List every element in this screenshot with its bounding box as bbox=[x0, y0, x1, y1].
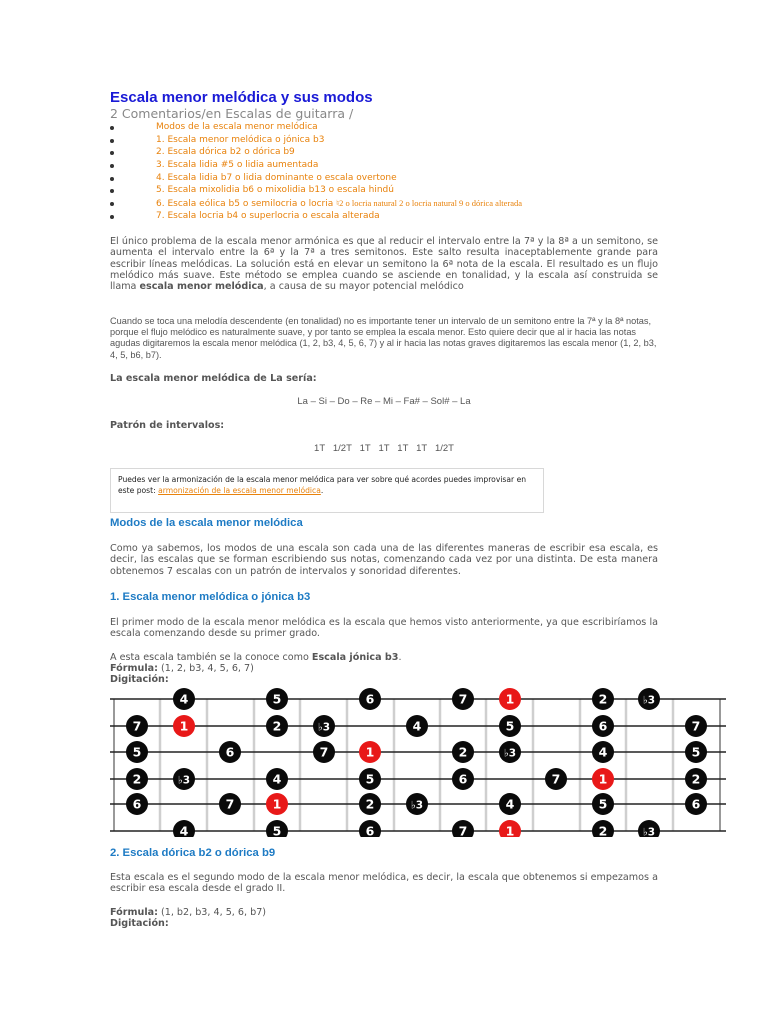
note-dot bbox=[359, 688, 381, 710]
note-label: 1 bbox=[505, 823, 515, 837]
note-label: 6 bbox=[365, 823, 375, 837]
note-dot bbox=[219, 793, 241, 815]
formula-label: Fórmula: bbox=[110, 907, 158, 918]
mode-2-formula bbox=[110, 907, 658, 918]
note-label: 7 bbox=[225, 796, 235, 812]
note-dot bbox=[173, 688, 195, 710]
note-label: 5 bbox=[132, 744, 142, 760]
toc-link-text: 6. Escala eólica b5 o semilocria o locria bbox=[156, 199, 337, 210]
note-label: 6 bbox=[691, 796, 701, 812]
intro-bold-term: escala menor melódica bbox=[139, 281, 264, 293]
formula-value: (1, 2, b3, 4, 5, 6, 7) bbox=[157, 663, 254, 674]
fret-line bbox=[206, 699, 209, 831]
note-label: 7 bbox=[458, 691, 468, 707]
bullet-icon bbox=[110, 126, 114, 130]
note-label: 7 bbox=[132, 718, 142, 734]
note-label: ♭3 bbox=[642, 694, 656, 707]
note-dot bbox=[173, 768, 195, 790]
note-dot bbox=[638, 688, 660, 710]
info-text: Puedes ver la armonización de la escala menor melódica para ver sobre qué acordes puedes improvisar en este post: bbox=[118, 475, 527, 495]
page-title: Escala menor melódica y sus modos bbox=[110, 89, 373, 106]
descending-paragraph: Cuando se toca una melodía descendente (en tonalidad) no es importante tener un intervalo de un semitono entre la 7ª y la 8ª notas, porque el flujo melódico es naturalmente suave, y por tanto se emplea la escala menor. Esto quiere decir que al ir hacia las notas agudas digitaremos la escala menor melódica (1, 2, b3, 4, 5, 6, 7) y al ir hacia las notas graves digitaremos las escala menor (1, 2, b3, 4, 5, b6, b7). bbox=[110, 316, 657, 360]
note-label: ♭3 bbox=[642, 826, 656, 837]
note-dot bbox=[266, 715, 288, 737]
note-dot bbox=[313, 715, 335, 737]
mode-2-digitation bbox=[110, 918, 658, 929]
note-label: 1 bbox=[179, 718, 189, 734]
note-dot bbox=[359, 768, 381, 790]
harmonization-link[interactable]: armonización de la escala menor melódica bbox=[158, 486, 321, 495]
note-label: 1 bbox=[598, 771, 608, 787]
note-dot bbox=[126, 741, 148, 763]
alias-bold: Escala jónica b3 bbox=[311, 652, 399, 663]
bullet-icon bbox=[110, 164, 114, 168]
fret-line bbox=[113, 699, 115, 831]
note-dot bbox=[452, 741, 474, 763]
toc-link-extra: ♮2 o locria natural 2 o locria natural 9 o dórica alterada bbox=[336, 198, 523, 209]
toc-link[interactable]: 7. Escala locria b4 o superlocria o escala alterada bbox=[156, 210, 380, 221]
note-label: ♭3 bbox=[410, 799, 424, 812]
note-label: 4 bbox=[179, 823, 189, 837]
toc-link[interactable]: 4. Escala lidia b7 o lidia dominante o escala overtone bbox=[156, 172, 397, 183]
note-dot bbox=[126, 793, 148, 815]
fretboard-diagram bbox=[110, 687, 726, 837]
fret-line bbox=[346, 699, 349, 831]
la-scale-label: La escala menor melódica de La sería: bbox=[110, 373, 317, 384]
note-label: 4 bbox=[598, 744, 608, 760]
root-note-dot bbox=[592, 768, 614, 790]
note-dot bbox=[406, 715, 428, 737]
fret-line bbox=[579, 699, 582, 831]
note-dot bbox=[685, 793, 707, 815]
bullet-icon bbox=[110, 189, 114, 193]
note-dot bbox=[685, 715, 707, 737]
note-dot bbox=[266, 768, 288, 790]
note-label: 6 bbox=[458, 771, 468, 787]
note-label: 5 bbox=[505, 718, 515, 734]
fret-line bbox=[393, 699, 396, 831]
fret-line bbox=[485, 699, 488, 831]
note-label: 2 bbox=[365, 796, 375, 812]
mode-1-formula bbox=[110, 663, 658, 674]
digitation-label: Digitación: bbox=[110, 918, 169, 929]
note-label: 5 bbox=[272, 823, 282, 837]
note-label: 4 bbox=[412, 718, 422, 734]
note-dot bbox=[592, 741, 614, 763]
note-dot bbox=[313, 741, 335, 763]
note-dot bbox=[499, 793, 521, 815]
section-heading-mode-1: 1. Escala menor melódica o jónica b3 bbox=[110, 591, 311, 603]
interval-label: Patrón de intervalos: bbox=[110, 420, 225, 431]
toc-link[interactable]: 3. Escala lidia #5 o lidia aumentada bbox=[156, 160, 319, 171]
la-scale-notes: La – Si – Do – Re – Mi – Fa# – Sol# – La bbox=[297, 396, 471, 407]
note-dot bbox=[359, 820, 381, 837]
bullet-icon bbox=[110, 202, 114, 206]
bullet-icon bbox=[110, 177, 114, 181]
toc-link[interactable]: Modos de la escala menor melódica bbox=[156, 122, 318, 132]
note-label: 6 bbox=[365, 691, 375, 707]
note-label: 6 bbox=[598, 718, 608, 734]
bullet-icon bbox=[110, 215, 114, 219]
note-dot bbox=[638, 820, 660, 837]
toc-link[interactable]: 2. Escala dórica b2 o dórica b9 bbox=[156, 147, 295, 158]
note-label: 7 bbox=[551, 771, 561, 787]
root-note-dot bbox=[173, 715, 195, 737]
fret-line bbox=[253, 699, 256, 831]
note-label: 7 bbox=[691, 718, 701, 734]
note-label: 4 bbox=[505, 796, 515, 812]
info-box-text bbox=[118, 474, 538, 496]
note-label: 6 bbox=[132, 796, 142, 812]
modes-paragraph: Como ya sabemos, los modos de una escala son cada una de las diferentes maneras de escribir esa escala, es decir, las escalas que se forman escribiendo sus notas, comenzando cada vez por una distinta. De esta manera obtenemos 7 escalas con un patrón de intervalos y sonoridad diferentes. bbox=[110, 543, 658, 577]
fret-line bbox=[672, 699, 675, 831]
root-note-dot bbox=[266, 793, 288, 815]
fret-line bbox=[625, 699, 628, 831]
note-label: 5 bbox=[365, 771, 375, 787]
note-dot bbox=[266, 688, 288, 710]
note-label: ♭3 bbox=[177, 774, 191, 787]
note-dot bbox=[592, 793, 614, 815]
note-dot bbox=[592, 688, 614, 710]
note-dot bbox=[452, 688, 474, 710]
note-label: 7 bbox=[458, 823, 468, 837]
intro-paragraph bbox=[110, 236, 658, 292]
note-dot bbox=[126, 715, 148, 737]
note-dot bbox=[406, 793, 428, 815]
interval-pattern: 1T 1/2T 1T 1T 1T 1T 1/2T bbox=[314, 443, 454, 454]
note-label: 2 bbox=[691, 771, 701, 787]
mode-1-digitation bbox=[110, 674, 658, 685]
note-label: 5 bbox=[691, 744, 701, 760]
note-label: 1 bbox=[505, 691, 515, 707]
intro-text: El único problema de la escala menor armónica es que al reducir el intervalo entre la 7ª y la 8ª a un semitono, se aumenta el intervalo entre la 6ª y la 7ª a tres semitonos. Este salto resulta inaceptablemente grande para escribir líneas melódicas. La solución está en elevar un semitono la 6ª nota de la escala. El resultado es un flujo melódico más suave. Este método se emplea cuando se asciende en tonalidad, y la escala así construida se llama bbox=[110, 236, 658, 293]
formula-value: (1, b2, b3, 4, 5, 6, b7) bbox=[157, 907, 267, 918]
note-label: 2 bbox=[598, 691, 608, 707]
note-label: 1 bbox=[272, 796, 282, 812]
post-meta: 2 Comentarios/en Escalas de guitarra / bbox=[110, 106, 354, 121]
root-note-dot bbox=[499, 820, 521, 837]
note-dot bbox=[126, 768, 148, 790]
digitation-label: Digitación: bbox=[110, 674, 169, 685]
note-label: 2 bbox=[132, 771, 142, 787]
note-dot bbox=[499, 741, 521, 763]
note-label: 2 bbox=[458, 744, 468, 760]
fret-line bbox=[532, 699, 535, 831]
note-dot bbox=[452, 768, 474, 790]
note-label: 2 bbox=[598, 823, 608, 837]
info-text-end: . bbox=[320, 486, 324, 495]
note-label: 5 bbox=[598, 796, 608, 812]
note-dot bbox=[173, 820, 195, 837]
intro-text-end: , a causa de su mayor potencial melódico bbox=[263, 281, 464, 293]
alias-text: A esta escala también se la conoce como bbox=[110, 652, 312, 663]
note-label: ♭3 bbox=[503, 747, 517, 760]
note-label: 4 bbox=[179, 691, 189, 707]
toc-link[interactable]: 1. Escala menor melódica o jónica b3 bbox=[156, 134, 325, 145]
note-label: 7 bbox=[319, 744, 329, 760]
note-label: 4 bbox=[272, 771, 282, 787]
root-note-dot bbox=[499, 688, 521, 710]
note-label: 5 bbox=[272, 691, 282, 707]
section-heading-mode-2: 2. Escala dórica b2 o dórica b9 bbox=[110, 847, 276, 859]
note-dot bbox=[266, 820, 288, 837]
note-dot bbox=[685, 768, 707, 790]
note-dot bbox=[685, 741, 707, 763]
note-dot bbox=[545, 768, 567, 790]
bullet-icon bbox=[110, 151, 114, 155]
fret-line bbox=[159, 699, 162, 831]
note-label: 6 bbox=[225, 744, 235, 760]
formula-label: Fórmula: bbox=[110, 663, 158, 674]
note-dot bbox=[499, 715, 521, 737]
mode-1-alias bbox=[110, 652, 658, 663]
info-box bbox=[110, 468, 544, 513]
toc-link[interactable] bbox=[156, 198, 522, 209]
fret-line bbox=[719, 699, 721, 831]
fretboard-svg bbox=[110, 687, 726, 837]
note-dot bbox=[592, 715, 614, 737]
fret-line bbox=[299, 699, 302, 831]
note-label: 2 bbox=[272, 718, 282, 734]
note-label: ♭3 bbox=[317, 721, 331, 734]
mode-1-paragraph: El primer modo de la escala menor melódica es la escala que hemos visto anteriormente, ya que escribiríamos la escala comenzando desde su primer grado. bbox=[110, 617, 658, 640]
fret-line bbox=[439, 699, 442, 831]
bullet-icon bbox=[110, 139, 114, 143]
note-label: 1 bbox=[365, 744, 375, 760]
note-dot bbox=[359, 793, 381, 815]
section-heading-modes: Modos de la escala menor melódica bbox=[110, 517, 303, 529]
note-dot bbox=[219, 741, 241, 763]
toc-link[interactable]: 5. Escala mixolidia b6 o mixolidia b13 o escala hindú bbox=[156, 185, 394, 196]
alias-text-end: . bbox=[398, 652, 402, 663]
note-dot bbox=[592, 820, 614, 837]
mode-2-paragraph: Esta escala es el segundo modo de la escala menor melódica, es decir, la escala que obtenemos si empezamos a escribir esa escala desde el grado II. bbox=[110, 872, 658, 895]
root-note-dot bbox=[359, 741, 381, 763]
note-dot bbox=[452, 820, 474, 837]
